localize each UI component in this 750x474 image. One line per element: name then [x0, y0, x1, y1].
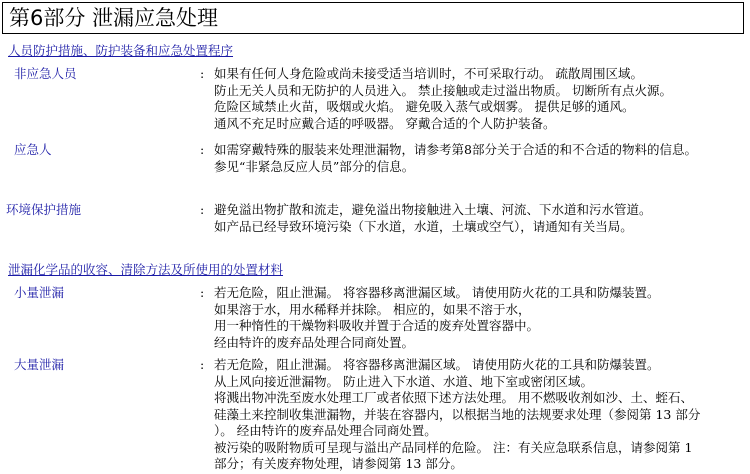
text-line: 被污染的吸附物质可呈现与溢出产品同样的危险。 注：有关应急联系信息，请参阅第 1 [214, 439, 693, 455]
label-non-emergency-personnel: 非应急人员 [14, 66, 77, 81]
text-line: 避免溢出物扩散和流走，避免溢出物接触进入土壤、河流、下水道和污水管道。 [214, 202, 652, 217]
label-environmental-precautions: 环境保护措施 [6, 202, 82, 217]
text-large-spill [214, 357, 700, 473]
text-line: 硅藻土来控制收集泄漏物，并装在容器内，以根据当地的法规要求处理（参阅第 13 部分 [214, 406, 701, 422]
text-line: 用一种惰性的干燥物料吸收并置于合适的废弃处置容器中。 [214, 318, 540, 333]
text-line: 部分；有关废弃物处理，请参阅第 13 部分。 [214, 456, 463, 471]
text-line: 从上风向接近泄漏物。 防止进入下水道、水道、地下室或密闭区域。 [214, 373, 593, 389]
text-line: 如产品已经导致环境污染（下水道，水道，土壤或空气），请通知有关当局。 [214, 218, 633, 234]
label-small-spill: 小量泄漏 [14, 285, 65, 300]
separator-colon: : [200, 202, 205, 217]
separator-colon: : [200, 285, 205, 300]
text-small-spill [214, 285, 659, 351]
text-line: 经由特许的废弃品处理合同商处置。 [214, 334, 415, 350]
separator-colon: : [200, 66, 205, 81]
section-heading-containment-cleanup[interactable]: 泄漏化学品的收容、清除方法及所使用的处置材料 [8, 262, 284, 277]
label-large-spill: 大量泄漏 [14, 357, 65, 372]
text-line: 防止无关人员和无防护的人员进入。 禁止接触或走过溢出物质。 切断所有点火源。 [214, 82, 672, 98]
text-line: 若无危险，阻止泄漏。 将容器移离泄漏区域。 请使用防火花的工具和防爆装置。 [214, 285, 660, 300]
page-title: 第6部分 泄漏应急处理 [9, 6, 219, 30]
text-line: 如果溶于水，用水稀释并抹除。 相应的，如果不溶于水， [214, 301, 531, 317]
text-line: 通风不充足时应戴合适的呼吸器。 穿戴合适的个人防护装备。 [214, 115, 556, 131]
text-line: 如果有任何人身危险或尚未接受适当培训时，不可采取行动。 疏散周围区域。 [214, 66, 643, 81]
text-line: 参见“非紧急反应人员”部分的信息。 [214, 158, 415, 174]
text-line: 若无危险，阻止泄漏。 将容器移离泄漏区域。 请使用防火花的工具和防爆装置。 [214, 357, 660, 372]
text-non-emergency-personnel [214, 66, 672, 132]
text-line: 如需穿戴特殊的服装来处理泄漏物，请参考第8部分关于合适的和不合适的物料的信息。 [214, 142, 697, 157]
text-line: 将溅出物冲洗至废水处理工厂或者依照下述方法处理。 用不燃吸收剂如沙、土、蛭石、 [214, 390, 693, 405]
section-heading-personal-protection[interactable]: 人员防护措施、防护装备和应急处置程序 [8, 43, 234, 58]
text-line: ）。 经由特许的废弃品处理合同商处置。 [214, 423, 437, 438]
text-emergency-responders [214, 142, 697, 175]
label-emergency-responders: 应急人 [14, 142, 52, 157]
section-header [2, 2, 744, 34]
text-line: 危险区域禁止火苗，吸烟或火焰。 避免吸入蒸气或烟雾。 提供足够的通风。 [214, 99, 635, 114]
text-environmental-precautions [214, 202, 652, 235]
separator-colon: : [200, 142, 205, 157]
separator-colon: : [200, 357, 205, 372]
